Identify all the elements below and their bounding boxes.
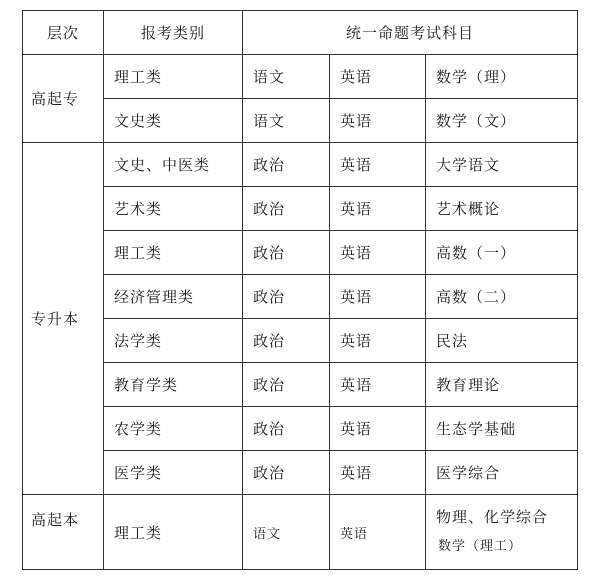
subject-cell-multi xyxy=(426,495,578,570)
header-level: 层次 xyxy=(23,11,104,55)
subject-line: 物理、化学综合 xyxy=(436,508,549,526)
subject-cell: 英语 xyxy=(330,451,426,495)
subject-cell: 语文 xyxy=(243,99,330,143)
category-cell: 经济管理类 xyxy=(104,275,243,319)
table-row xyxy=(23,363,578,407)
subject-cell: 高数（一） xyxy=(426,231,578,275)
category-cell: 理工类 xyxy=(104,495,243,570)
subject-cell: 语文 xyxy=(243,55,330,99)
category-cell: 艺术类 xyxy=(104,187,243,231)
subject-cell: 大学语文 xyxy=(426,143,578,187)
subject-cell: 英语 xyxy=(330,495,426,570)
subject-cell: 英语 xyxy=(330,363,426,407)
level-cell: 高起本 xyxy=(23,495,104,570)
subject-cell: 政治 xyxy=(243,275,330,319)
level-cell: 专升本 xyxy=(23,143,104,495)
header-row xyxy=(23,11,578,55)
subject-cell: 语文 xyxy=(243,495,330,570)
subject-cell: 英语 xyxy=(330,275,426,319)
subject-cell: 教育理论 xyxy=(426,363,578,407)
subject-cell: 政治 xyxy=(243,363,330,407)
subject-line-sub: 数学（理工） xyxy=(438,539,523,554)
category-cell: 医学类 xyxy=(104,451,243,495)
category-cell: 法学类 xyxy=(104,319,243,363)
header-subjects: 统一命题考试科目 xyxy=(243,11,578,55)
category-cell: 文史类 xyxy=(104,99,243,143)
subject-cell: 英语 xyxy=(330,55,426,99)
subject-cell: 政治 xyxy=(243,451,330,495)
table-row xyxy=(23,451,578,495)
table-row xyxy=(23,99,578,143)
category-cell: 理工类 xyxy=(104,231,243,275)
subject-cell: 政治 xyxy=(243,143,330,187)
exam-subjects-table xyxy=(22,10,578,570)
table-row xyxy=(23,319,578,363)
subject-cell: 英语 xyxy=(330,187,426,231)
subject-cell: 政治 xyxy=(243,187,330,231)
subject-cell: 数学（文） xyxy=(426,99,578,143)
header-category: 报考类别 xyxy=(104,11,243,55)
subject-cell: 政治 xyxy=(243,231,330,275)
subject-cell: 民法 xyxy=(426,319,578,363)
subject-cell: 英语 xyxy=(330,99,426,143)
subject-cell: 生态学基础 xyxy=(426,407,578,451)
level-cell: 高起专 xyxy=(23,55,104,143)
subject-cell: 政治 xyxy=(243,407,330,451)
subject-cell: 医学综合 xyxy=(426,451,578,495)
table-row xyxy=(23,495,578,570)
table-row xyxy=(23,231,578,275)
category-cell: 教育学类 xyxy=(104,363,243,407)
subject-cell: 高数（二） xyxy=(426,275,578,319)
table-row xyxy=(23,143,578,187)
subject-cell: 政治 xyxy=(243,319,330,363)
subject-cell: 艺术概论 xyxy=(426,187,578,231)
table-row xyxy=(23,55,578,99)
table-row xyxy=(23,407,578,451)
table-row xyxy=(23,187,578,231)
subject-cell: 数学（理） xyxy=(426,55,578,99)
subject-cell: 英语 xyxy=(330,143,426,187)
category-cell: 文史、中医类 xyxy=(104,143,243,187)
subject-cell: 英语 xyxy=(330,231,426,275)
category-cell: 理工类 xyxy=(104,55,243,99)
subject-cell: 英语 xyxy=(330,319,426,363)
subject-cell: 英语 xyxy=(330,407,426,451)
table-row xyxy=(23,275,578,319)
category-cell: 农学类 xyxy=(104,407,243,451)
